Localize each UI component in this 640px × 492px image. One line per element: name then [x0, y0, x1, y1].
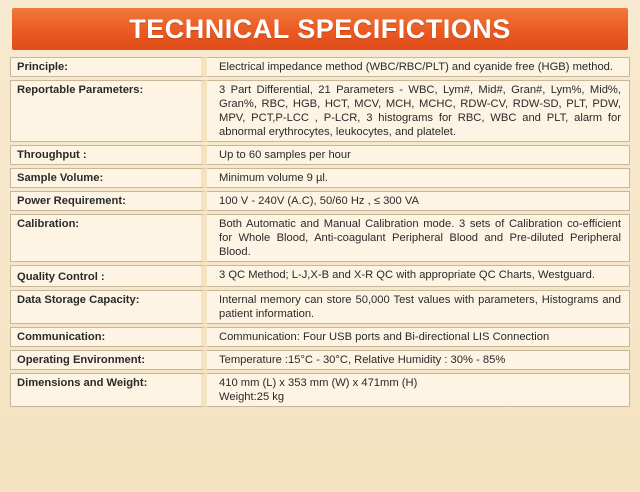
- spec-row-power-requirement: [10, 191, 630, 211]
- spec-value-line: Internal memory can store 50,000 Test values with parameters, Histograms and patient information.: [219, 294, 621, 320]
- spec-value-line: Communication: Four USB ports and Bi-directional LIS Connection: [219, 331, 550, 343]
- spec-value: [207, 350, 630, 370]
- spec-value: [207, 145, 630, 165]
- spec-label: Quality Control :: [10, 265, 207, 287]
- spec-value: [207, 191, 630, 211]
- spec-row-communication: [10, 327, 630, 347]
- spec-value-line: 3 Part Differential, 21 Parameters - WBC, Lym#, Mid#, Gran#, Lym%, Mid%, Gran%, RBC, HGB, HCT, MCV, MCH, MCHC, RDW-CV, RDW-SD, PLT, PDW, MPV, PCT,P-LCC , P-LCR, 3 histograms for RBC, WBC and PLT, alarm for abnormal erythrocytes, leukocytes, and platelet.: [219, 84, 621, 138]
- spec-label: Operating Environment:: [10, 350, 207, 370]
- spec-value: [207, 373, 630, 407]
- spec-value: [207, 168, 630, 188]
- spec-row-calibration: [10, 214, 630, 262]
- title-banner: [12, 8, 628, 50]
- spec-value: [207, 265, 630, 287]
- spec-label: Calibration:: [10, 214, 207, 262]
- spec-label: Power Requirement:: [10, 191, 207, 211]
- spec-row-dimensions-weight: [10, 373, 630, 407]
- spec-label: Dimensions and Weight:: [10, 373, 207, 407]
- spec-table: [10, 54, 630, 410]
- spec-label: Throughput :: [10, 145, 207, 165]
- spec-row-sample-volume: [10, 168, 630, 188]
- spec-row-throughput: [10, 145, 630, 165]
- spec-value: [207, 80, 630, 142]
- page-title: TECHNICAL SPECIFICTIONS: [129, 13, 511, 44]
- spec-row-quality-control: [10, 265, 630, 287]
- spec-value-line: 3 QC Method; L-J,X-B and X-R QC with appropriate QC Charts, Westguard.: [219, 269, 595, 281]
- spec-row-operating-environment: [10, 350, 630, 370]
- spec-label: Data Storage Capacity:: [10, 290, 207, 324]
- spec-value: [207, 214, 630, 262]
- spec-value-line: 100 V - 240V (A.C), 50/60 Hz , ≤ 300 VA: [219, 195, 419, 207]
- spec-row-data-storage: [10, 290, 630, 324]
- spec-value-line: Electrical impedance method (WBC/RBC/PLT) and cyanide free (HGB) method.: [219, 61, 613, 73]
- spec-label: Reportable Parameters:: [10, 80, 207, 142]
- spec-value-line: 410 mm (L) x 353 mm (W) x 471mm (H): [219, 377, 418, 389]
- spec-value-line: Temperature :15°C - 30°C, Relative Humidity : 30% - 85%: [219, 354, 506, 366]
- spec-label: Sample Volume:: [10, 168, 207, 188]
- spec-value: [207, 290, 630, 324]
- spec-value: [207, 327, 630, 347]
- spec-value-line: Minimum volume 9 µl.: [219, 172, 329, 184]
- spec-value-line: Weight:25 kg: [219, 391, 285, 403]
- spec-row-reportable-parameters: [10, 80, 630, 142]
- spec-value: [207, 57, 630, 77]
- spec-row-principle: [10, 57, 630, 77]
- spec-value-line: Up to 60 samples per hour: [219, 149, 351, 161]
- spec-label: Principle:: [10, 57, 207, 77]
- spec-label: Communication:: [10, 327, 207, 347]
- spec-value-line: Both Automatic and Manual Calibration mode. 3 sets of Calibration co-efficient for Whole Blood, Anti-coagulant Peripheral Blood and Pre-diluted Peripheral Blood.: [219, 218, 621, 258]
